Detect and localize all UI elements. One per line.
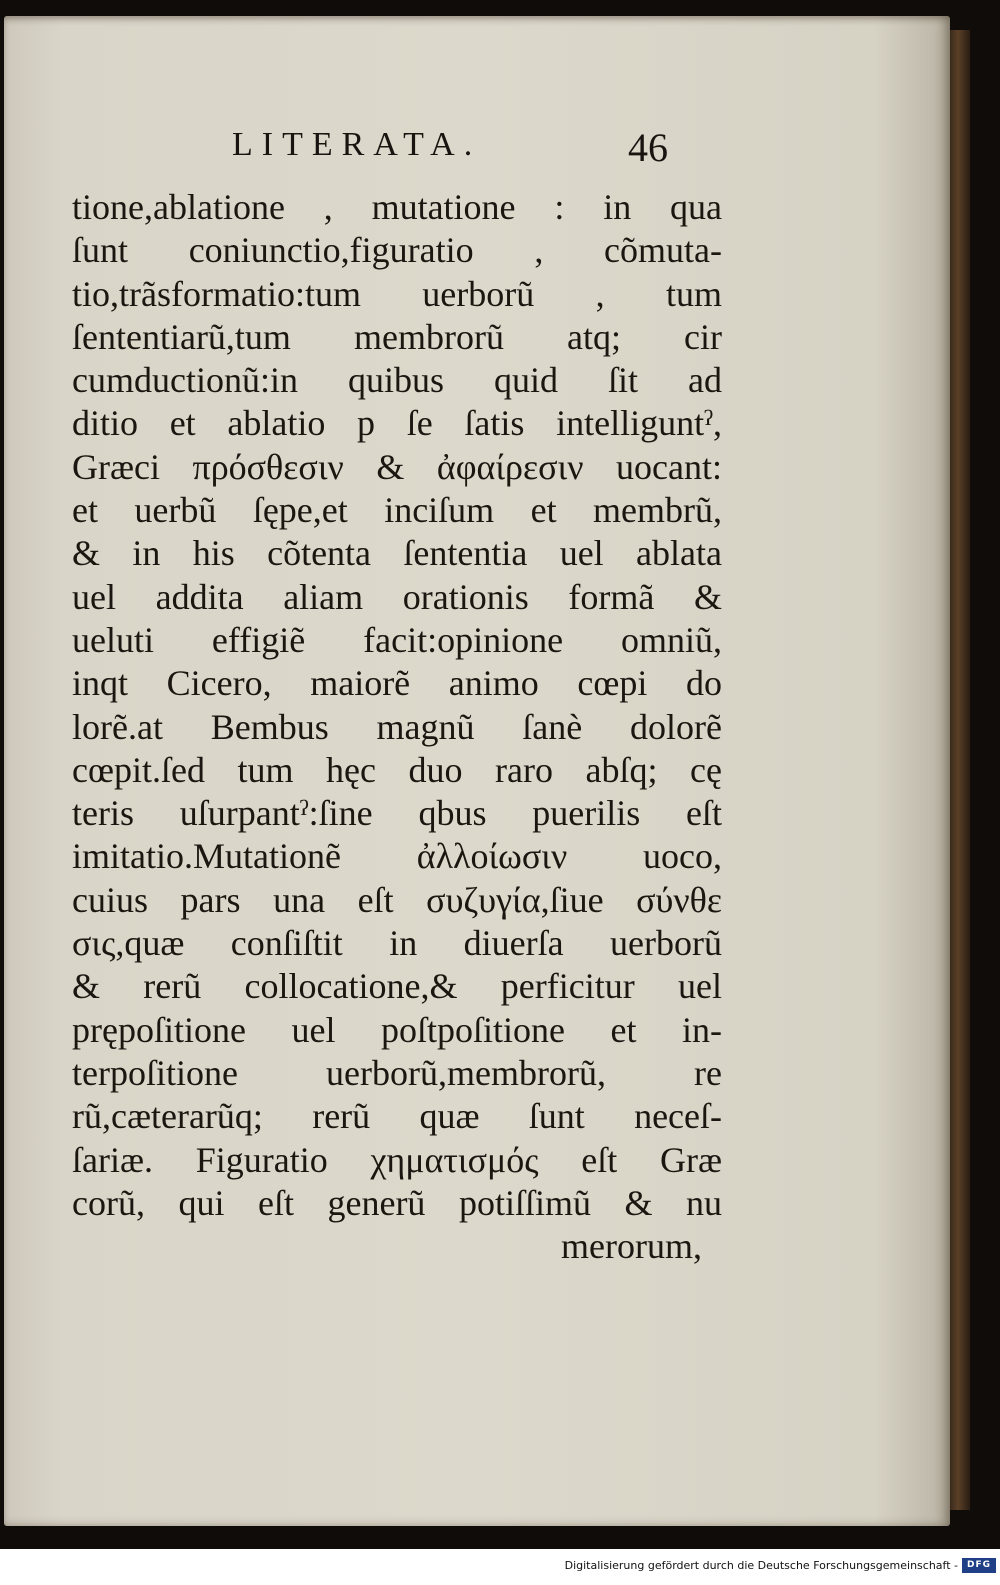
text-line: cœpit.ſed tum hęc duo raro abſq; cę bbox=[72, 749, 722, 790]
funding-notice: Digitalisierung gefördert durch die Deutsche Forschungsgemeinschaft - bbox=[564, 1559, 958, 1572]
running-title: LITERATA. bbox=[232, 126, 482, 163]
text-line: corũ, qui eſt generũ potiſſimũ & nu bbox=[72, 1182, 722, 1223]
text-line: uel addita aliam orationis formã & bbox=[72, 576, 722, 617]
text-line: merorum, bbox=[561, 1226, 702, 1267]
body-text bbox=[72, 186, 722, 1268]
text-line: σις,quæ conſiſtit in diuerſa uerborũ bbox=[72, 923, 722, 964]
text-line: ſententiarũ,tum membrorũ atq; cir bbox=[72, 316, 722, 357]
text-line: et uerbũ ſępe,et inciſum et membrũ, bbox=[72, 490, 722, 531]
text-line: ſariæ. Figuratio χηματισμός eſt Græ bbox=[72, 1139, 722, 1180]
page-edge bbox=[950, 30, 970, 1510]
text-line: teris uſurpantˀ:ſine qbus puerilis eſt bbox=[72, 793, 722, 834]
text-line: Græci πρόσθεσιν & ἀφαίρεσιν uocant: bbox=[72, 446, 722, 487]
text-line: & in his cõtenta ſententia uel ablata bbox=[72, 533, 722, 574]
page-header bbox=[0, 120, 1000, 180]
text-line: imitatio.Mutationẽ ἀλλοίωσιν uoco, bbox=[72, 836, 722, 877]
text-line: prępoſitione uel poſtpoſitione et in- bbox=[72, 1009, 722, 1050]
text-line: tio,trãsformatio:tum uerborũ , tum bbox=[72, 273, 722, 314]
text-line: inqt Cicero, maiorẽ animo cœpi do bbox=[72, 663, 722, 704]
text-line: ditio et ablatio p ſe ſatis intelliguntˀ, bbox=[72, 403, 722, 444]
text-line: rũ,cæterarũq; rerũ quæ ſunt neceſ- bbox=[72, 1096, 722, 1137]
text-line: & rerũ collocatione,& perficitur uel bbox=[72, 966, 722, 1007]
footer-bar bbox=[0, 1549, 1000, 1585]
page-number: 46 bbox=[628, 125, 668, 170]
text-line: lorẽ.at Bembus magnũ ſanè dolorẽ bbox=[72, 706, 722, 747]
text-line: cumductionũ:in quibus quid ſit ad bbox=[72, 360, 722, 401]
dfg-logo: DFG bbox=[962, 1558, 996, 1573]
text-line: ueluti effigiẽ facit:opinione omniũ, bbox=[72, 619, 722, 660]
text-line: terpoſitione uerborũ,membrorũ, re bbox=[72, 1052, 722, 1093]
text-line: tione,ablatione , mutatione : in qua bbox=[72, 187, 722, 227]
text-line: ſunt coniunctio,figuratio , cõmuta- bbox=[72, 230, 722, 271]
text-line: cuius pars una eſt συζυγία,ſiue σύνθε bbox=[72, 879, 722, 920]
